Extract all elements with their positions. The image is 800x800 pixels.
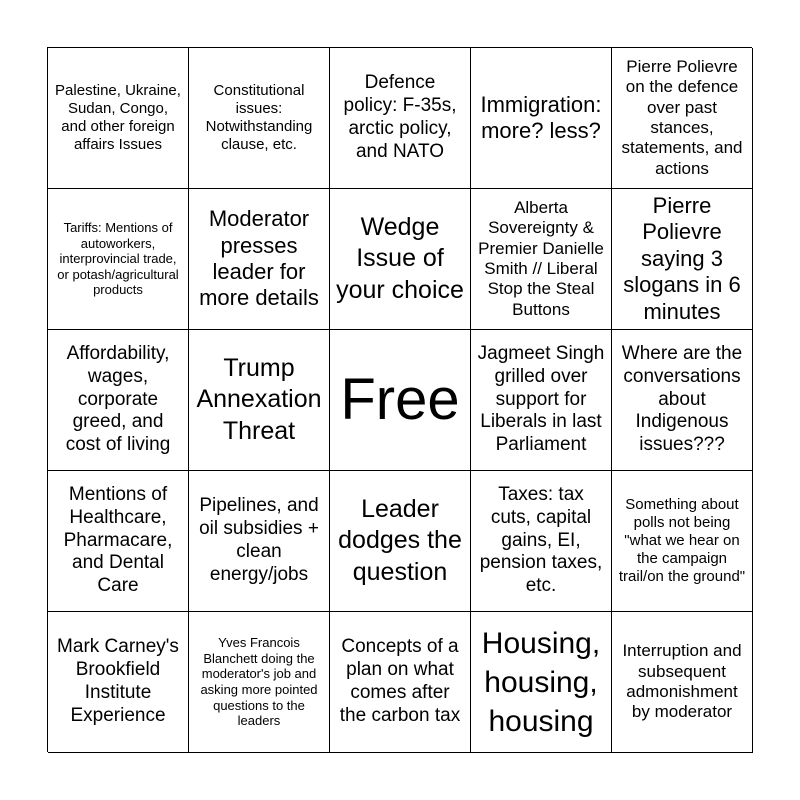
cell-text: Defence policy: F-35s, arctic policy, and NATO — [343, 72, 457, 162]
bingo-cell[interactable] — [48, 330, 189, 471]
bingo-cell[interactable] — [189, 189, 330, 330]
bingo-cell[interactable] — [48, 612, 189, 753]
bingo-cell[interactable] — [471, 330, 612, 471]
cell-text: Affordability, wages, corporate greed, and cost of living — [65, 343, 171, 456]
cell-text: Leader dodges the question — [338, 495, 462, 586]
bingo-cell[interactable] — [612, 189, 753, 330]
bingo-cell[interactable] — [189, 48, 330, 189]
cell-text: Housing, housing, housing — [481, 626, 601, 738]
bingo-cell[interactable] — [189, 612, 330, 753]
cell-text: Pierre Polievre on the defence over past stances, statements, and actions — [621, 56, 743, 178]
bingo-cell[interactable] — [471, 471, 612, 612]
cell-text: Pipelines, and oil subsidies + clean energy/jobs — [199, 495, 319, 585]
cell-text: Yves Francois Blanchett doing the moderator's job and asking more pointed questions to the leaders — [200, 635, 318, 729]
cell-text: Mark Carney's Brookfield Institute Experience — [57, 636, 179, 726]
bingo-cell[interactable] — [471, 48, 612, 189]
cell-text: Alberta Sovereignty & Premier Danielle Smith // Liberal Stop the Steal Buttons — [478, 197, 604, 319]
free-space-text: Free — [340, 367, 460, 432]
bingo-cell[interactable] — [612, 48, 753, 189]
bingo-cell[interactable] — [612, 471, 753, 612]
bingo-cell[interactable] — [330, 189, 471, 330]
cell-text: Wedge Issue of your choice — [336, 213, 464, 304]
cell-text: Where are the conversations about Indigenous issues??? — [621, 343, 743, 456]
cell-text: Trump Annexation Threat — [196, 354, 322, 445]
bingo-cell[interactable] — [330, 471, 471, 612]
bingo-board — [47, 47, 752, 752]
bingo-cell[interactable] — [48, 48, 189, 189]
bingo-cell[interactable] — [330, 612, 471, 753]
bingo-cell[interactable] — [330, 48, 471, 189]
bingo-cell[interactable] — [189, 330, 330, 471]
cell-text: Interruption and subsequent admonishment by moderator — [622, 641, 742, 722]
cell-text: Immigration: more? less? — [480, 91, 602, 143]
bingo-cell[interactable] — [471, 189, 612, 330]
bingo-cell[interactable] — [48, 471, 189, 612]
cell-text: Concepts of a plan on what comes after the carbon tax — [339, 636, 461, 726]
bingo-cell[interactable] — [612, 612, 753, 753]
bingo-cell[interactable] — [48, 189, 189, 330]
free-space[interactable] — [330, 330, 471, 471]
cell-text: Tariffs: Mentions of autoworkers, interprovincial trade, or potash/agricultural products — [57, 220, 179, 298]
bingo-cell[interactable] — [471, 612, 612, 753]
cell-text: Moderator presses leader for more details — [199, 206, 319, 311]
cell-text: Mentions of Healthcare, Pharmacare, and Dental Care — [63, 484, 173, 597]
cell-text: Jagmeet Singh grilled over support for Liberals in last Parliament — [477, 343, 605, 456]
bingo-cell[interactable] — [189, 471, 330, 612]
cell-text: Taxes: tax cuts, capital gains, EI, pension taxes, etc. — [479, 484, 603, 597]
cell-text: Pierre Polievre saying 3 slogans in 6 minutes — [623, 193, 741, 324]
cell-text: Constitutional issues: Notwithstanding clause, etc. — [205, 82, 313, 153]
bingo-cell[interactable] — [612, 330, 753, 471]
cell-text: Palestine, Ukraine, Sudan, Congo, and other foreign affairs Issues — [55, 82, 181, 153]
cell-text: Something about polls not being "what we hear on the campaign trail/on the ground" — [618, 496, 746, 585]
